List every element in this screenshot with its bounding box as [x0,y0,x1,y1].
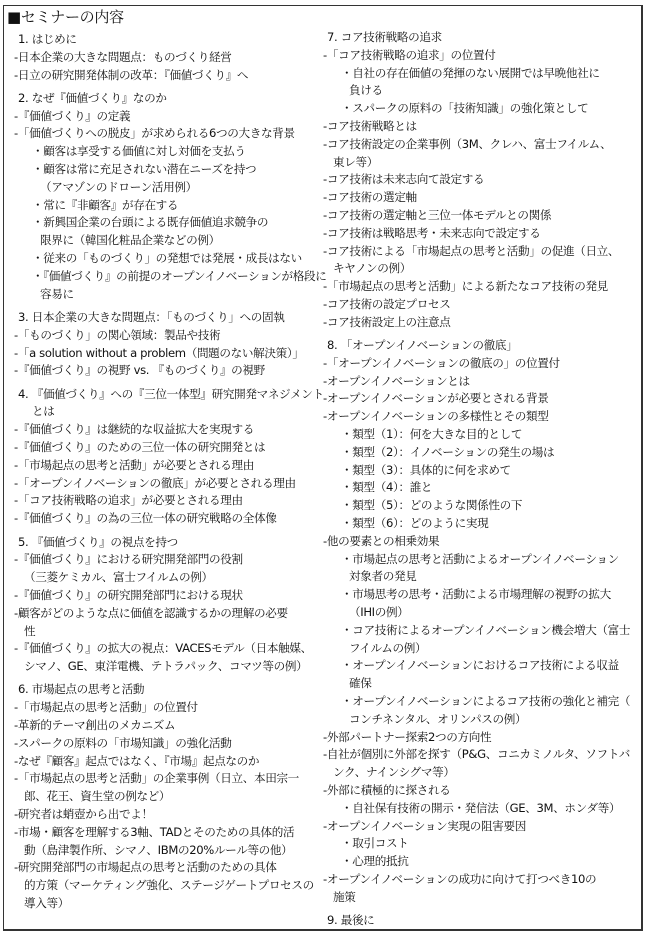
agenda-item: -「オープンイノベーションの徹底の」の位置付 [323,355,560,370]
agenda-item: -コア技術の選定軸 [323,190,417,205]
agenda-item: ・オープンイノベーションにおけるコア技術による収益 [341,658,619,673]
agenda-item: ・新興国企業の台頭による既存価値追求競争の [32,215,269,230]
agenda-item: -市場・顧客を理解する3軸、TADとそのための具体的活 [14,824,295,839]
agenda-item: ・心理的抵抗 [341,854,409,869]
agenda-item: -コア技術による「市場起点の思考と活動」の促進（日立、 [323,243,620,258]
agenda-item: ・自社保有技術の開示・発信法（GE、3M、ホンダ等） [341,800,621,815]
agenda-item: -コア技術戦略とは [323,118,417,133]
agenda-item: ンク、ナインシグマ等） [333,765,455,780]
section-heading: 4. 『価値づくり』への『三位一体型』研究開発マネジメント [18,386,324,401]
agenda-item: -「市場起点の思考と活動」の企業事例（日立、本田宗一 [14,771,299,786]
agenda-item: ・顧客は享受する価値に対し対価を支払う [32,144,246,159]
agenda-item: -『価値づくり』の研究開発部門における現状 [14,587,243,602]
section-heading: 2. なぜ『価値づくり』なのか [18,90,167,105]
agenda-item: -スパークの原料の「市場知識」の強化活動 [14,735,232,750]
agenda-item: 導入等） [24,895,69,910]
agenda-item: -「市場起点の思考と活動」の位置付 [14,700,198,715]
agenda-item: -コア技術は戦略思考・未来志向で設定する [323,225,541,240]
agenda-section [14,534,314,676]
agenda-item: -なぜ『顧客』起点ではなく、『市場』起点なのか [14,753,260,768]
agenda-item: 動（島津製作所、シマノ、IBMの20%ルール等の他） [24,842,293,857]
agenda-item: ・類型（3）：具体的に何を求めて [341,462,511,477]
agenda-item: ・類型（1）：何を大きな目的として [341,427,523,442]
agenda-item: 対象者の発見 [349,569,417,584]
agenda-item: -コア技術の設定プロセス [323,296,451,311]
agenda-item: 的方策（マーケティング強化、ステージゲートプロセスの [24,878,314,893]
agenda-item: -コア技術は未来志向て設定する [323,172,485,187]
agenda-item: とは [32,404,55,419]
agenda-item: ・取引コスト [341,836,409,851]
agenda-item: -「オープンイノベーションの徹底」が必要とされる理由 [14,475,296,490]
agenda-item: -『価値づくり』における研究開発部門の役割 [14,552,243,567]
section-heading: 9. 最後に [327,913,375,928]
agenda-item: ・オープンイノベーションによるコア技術の強化と補完（ [341,693,631,708]
agenda-item: -「コア技術戦略の追求」の位置付 [323,47,496,62]
agenda-item: ・類型（6）：どのように実現 [341,516,489,531]
agenda-item: -日立の研究開発体制の改革：『価値づくり』へ [14,67,249,82]
agenda-item: -「市場起点の思考と活動」が必要とされる理由 [14,457,254,472]
agenda-item: -オープンイノベーション実現の阻害要因 [323,818,526,833]
agenda-section [323,29,638,332]
agenda-item: ・類型（5）：どのような関係性の下 [341,498,523,513]
agenda-section [323,337,638,907]
agenda-item: （IHIの例） [349,605,409,619]
agenda-item: ・従来の「ものづくり」の発想では発展・成長はない [32,251,302,266]
agenda-item: コンチネンタル、オリンパスの例） [349,711,527,726]
agenda-item: 確保 [349,676,372,691]
section-heading: 7. コア技術戦略の追求 [327,30,442,44]
agenda-section [14,386,324,528]
agenda-item: ・類型（2）：イノベーションの発生の場は [341,444,555,459]
agenda-section [323,912,638,930]
agenda-item: -「市場起点の思考と活動」による新たなコア技術の発見 [323,279,608,294]
agenda-item: -コア技術設定の企業事例（3M、クレハ、富士フイルム、 [323,136,612,151]
agenda-item: -自社が個別に外部を探す（P&G、コニカミノルタ、ソフトバ [323,747,631,762]
agenda-section [14,681,314,912]
agenda-item: -革新的テーマ創出のメカニズム [14,717,176,732]
agenda-item: -「価値づくりへの脱皮」が求められる6つの大きな背景 [14,126,295,141]
agenda-item: -コア技術設定上の注意点 [323,314,451,329]
agenda-item: -研究者は蛸壺から出でよ！ [14,806,153,821]
agenda-item: -外部に積極的に探される [323,782,451,797]
agenda-item: -研究開発部門の市場起点の思考と活動のための具体 [14,860,277,875]
agenda-item: -『価値づくり』の定義 [14,108,131,123]
agenda-item: 負ける [349,83,383,98]
agenda-item: （三菱ケミカル、富士フイルムの例） [24,570,213,585]
agenda-item: -コア技術の選定軸と三位一体モデルとの関係 [323,207,552,222]
agenda-item: （アマゾンのドローン活用例） [40,179,197,194]
agenda-item: キヤノンの例） [333,261,412,276]
right-column [323,29,638,935]
agenda-item: ・スパークの原料の「技術知識」の強化策として [341,101,589,116]
agenda-item: ・市場思考の思考・活動による市場理解の視野の拡大 [341,587,611,602]
agenda-item: -『価値づくり』は継続的な収益拡大を実現する [14,422,254,437]
agenda-item: -『価値づくり』の視野 vs. 『ものづくり』の視野 [14,363,265,378]
agenda-item: -「a solution without a problem（問題のない解決策）」 [14,345,304,360]
agenda-section [14,31,314,84]
agenda-item: -顧客がどのような点に価値を認識するかの理解の必要 [14,605,288,620]
agenda-item: 郎、花王、資生堂の例など） [24,789,171,804]
agenda-item: -『価値づくり』の為の三位一体の研究戦略の全体像 [14,511,277,526]
agenda-item: ・常に『非顧客』が存在する [32,197,179,212]
agenda-item: ・コア技術によるオープンイノベーション機会増大（富士 [341,622,631,637]
agenda-item: -外部パートナー探索2つの方向性 [323,729,492,744]
section-heading: 3. 日本企業の大きな問題点：「ものづくり」への固執 [18,309,285,324]
agenda-item: -オープンイノベーションの成功に向けて打つべき10の [323,871,597,886]
agenda-item: ・市場起点の思考と活動によるオープンイノベーション [341,551,619,566]
agenda-item: -『価値づくり』の拡大の視点：VACESモデル（日本触媒、 [14,641,312,656]
page-title: ■セミナーの内容 [7,8,124,26]
section-heading: 6. 市場起点の思考と活動 [18,682,145,697]
agenda-item: ・顧客は常に充足されない潜在ニーズを持つ [32,162,257,177]
left-column [14,31,327,918]
agenda-item: -オープンイノベーションとは [323,373,470,388]
agenda-item: ・『価値づくり』の前提のオープンイノベーションが格段に [32,268,327,283]
agenda-item: フイルムの例） [349,640,427,655]
agenda-item: -オープンイノベーションが必要とされる背景 [323,391,549,406]
agenda-item: ・類型（4）：誰と [341,480,433,495]
agenda-item: 容易に [40,286,74,301]
agenda-item: ・自社の存在価値の発揮のない展開では早晩他社に [341,65,600,80]
agenda-item: -オープンイノベーションの多様性とその類型 [323,409,549,424]
section-heading: 5. 『価値づくり』の視点を持つ [18,534,178,549]
agenda-item: -日本企業の大きな問題点：ものづくり経営 [14,49,232,64]
agenda-item: -「コア技術戦略の追求」が必要とされる理由 [14,493,243,508]
agenda-section [14,90,327,304]
agenda-item: シマノ、GE、東洋電機、テトラパック、コマツ等の例） [24,659,308,674]
agenda-item: 性 [24,623,36,638]
section-heading: 8. 「オープンイノベーションの徹底」 [327,338,518,353]
agenda-item: -他の要素との相乗効果 [323,533,440,548]
agenda-item: -「ものづくり」の関心領域：製品や技術 [14,327,221,342]
agenda-section [14,309,314,380]
section-heading: 1. はじめに [18,32,77,46]
agenda-item: 限界に（韓国化粧品企業などの例） [40,233,220,248]
agenda-item: 施策 [333,889,356,904]
agenda-item: -『価値づくり』のための三位一体の研究開発とは [14,440,266,455]
agenda-item: 東レ等） [333,154,378,169]
